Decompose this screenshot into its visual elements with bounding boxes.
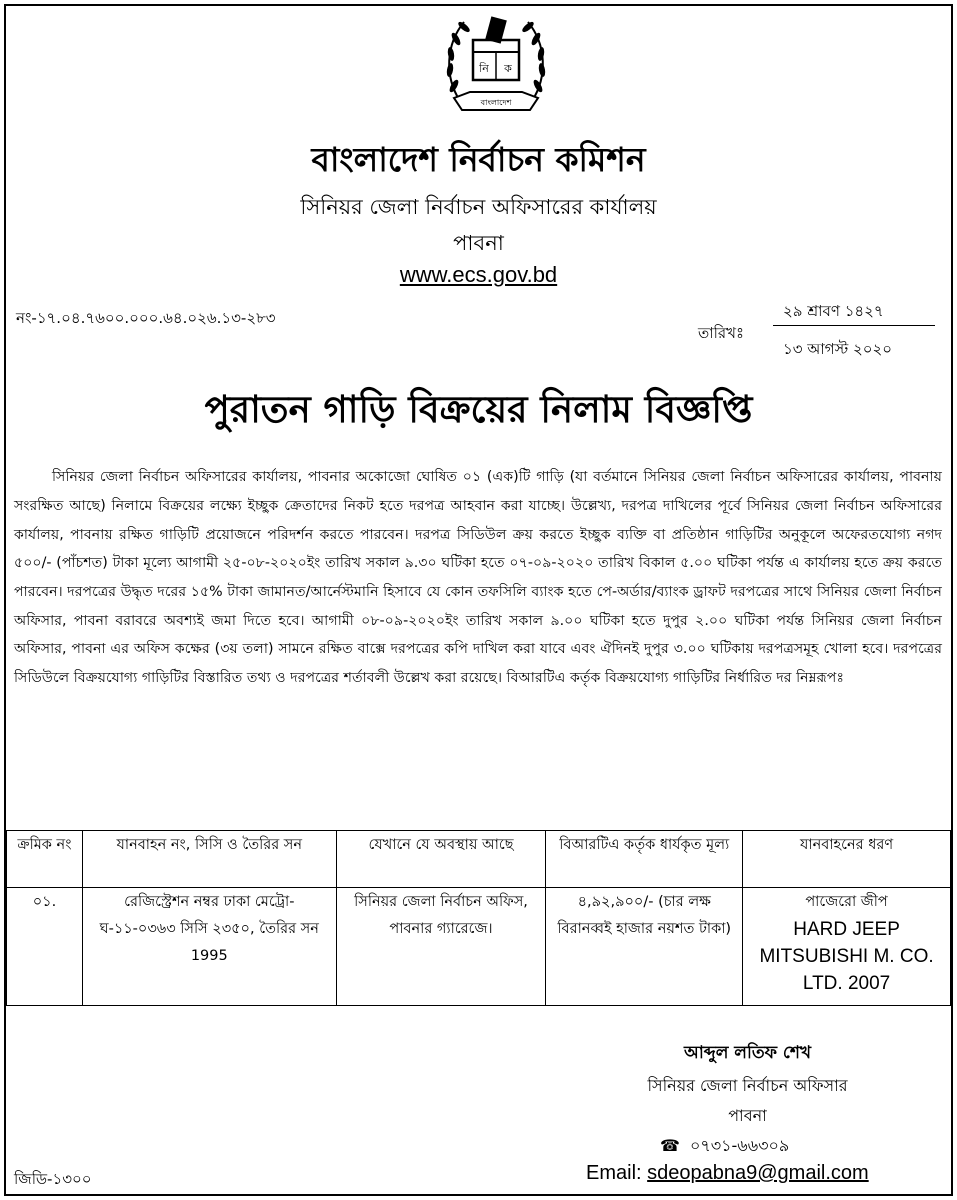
header-location: যেখানে যে অবস্থায় আছে [336,831,546,888]
svg-text:বাংলাদেশ: বাংলাদেশ [480,98,512,107]
gd-number: জিডি-১৩০০ [14,1170,92,1188]
cell-type [743,888,951,1006]
email-address[interactable]: sdeopabna9@gmail.com [647,1162,869,1184]
date-divider [773,325,935,326]
header-type: যানবাহনের ধরণ [743,831,951,888]
signatory-designation: সিনিয়র জেলা নির্বাচন অফিসার [647,1076,848,1095]
phone-row [660,1133,789,1160]
organization-title: বাংলাদেশ নির্বাচন কমিশন [311,140,646,179]
table-row [7,888,951,1006]
cell-price: ৪,৯২,৯০০/- (চার লক্ষ বিরানব্বই হাজার নয়শত টাকা) [546,888,743,1006]
cell-serial: ০১. [7,888,83,1006]
type-bangla: পাজেরো জীপ [805,894,888,910]
website-link[interactable]: www.ecs.gov.bd [399,262,558,287]
email-row [586,1162,869,1185]
email-label: Email: [586,1162,642,1184]
cell-location: সিনিয়র জেলা নির্বাচন অফিস, পাবনার গ্যারেজে। [336,888,546,1006]
date-bangla: ২৯ শ্রাবণ ১৪২৭ [783,302,884,320]
phone-number: ০৭৩১-৬৬৩০৯ [689,1136,790,1155]
election-commission-logo-icon [440,6,552,122]
signatory-place: পাবনা [728,1106,767,1125]
notice-title: পুরাতন গাড়ি বিক্রয়ের নিলাম বিজ্ঞপ্তি [204,388,753,431]
svg-text:নি: নি [479,62,489,75]
telephone-icon: ☎ [660,1136,680,1155]
notice-body: সিনিয়র জেলা নির্বাচন অফিসারের কার্যালয়, পাবনার অকোজো ঘোষিত ০১ (এক)টি গাড়ি (যা বর্তমানে সিনিয়র জেলা নির্বাচন অফিসারের কার্যালয়, পাবনায় সংরক্ষিত আছে) নিলামে বিক্রয়ের লক্ষ্যে ইচ্ছুক ক্রেতাদের নিকট হতে দরপত্র আহবান করা যাচ্ছে। উল্লেখ্য, দরপত্র দাখিলের পূর্বে সিনিয়র জেলা নির্বাচন অফিসারের কার্যালয়, পাবনায় রক্ষিত গাড়িটি প্রয়োজনে পরিদর্শন করতে পারবেন। দরপত্র সিডিউল ক্রয় করতে ইচ্ছুক ব্যক্তি বা প্রতিষ্ঠান গাড়িটির অনুকূলে অফেরতযোগ্য নগদ ৫০০/- (পাঁচশত) টাকা মূল্যে আগামী ২৫-০৮-২০২০ইং তারিখ সকাল ৯.৩০ ঘটিকা হতে ০৭-০৯-২০২০ তারিখ বিকাল ৫.০০ ঘটিকা পর্যন্ত এ কার্যালয় হতে ক্রয় করতে পারবেন। দরপত্রের উদ্ধৃত দরের ১৫% টাকা জামানত/আর্নেস্টমানি হিসাবে যে কোন তফসিলি ব্যাংক হতে পে-অর্ডার/ব্যাংক ড্রাফট দরপত্রের সাথে সিনিয়র জেলা নির্বাচন অফিসার, পাবনা বরাবরে অবশ্যই জমা দিতে হবে। আগামী ০৮-০৯-২০২০ইং তারিখ সকাল ৯.০০ ঘটিকা হতে দুপুর ২.০০ ঘটিকা পর্যন্ত সিনিয়র জেলা নির্বাচন অফিসার, পাবনা এর অফিস কক্ষের (৩য় তলা) সামনে রক্ষিত বাক্সে দরপত্রের কপি দাখিল করা যাবে এবং ঐদিনই দুপুর ৩.০০ ঘটিকায় দরপত্রসমূহ খোলা হবে। দরপত্রের সিডিউলে বিক্রয়যোগ্য গাড়িটির বিস্তারিত তথ্য ও দরপত্রের শর্তাবলী উল্লেখ করা রয়েছে। বিআরটিএ কর্তৃক বিক্রয়যোগ্য গাড়িটির নির্ধারিত দর নিম্নরূপঃ [14,469,942,687]
table-header-row [7,831,951,888]
svg-text:ক: ক [504,62,512,75]
cell-vehicle: রেজিস্ট্রেশন নম্বর ঢাকা মেট্রো-ঘ-১১-০৩৬৩ সিসি ২৩৫০, তৈরির সন 1995 [82,888,336,1006]
office-name: সিনিয়র জেলা নির্বাচন অফিসারের কার্যালয় [300,195,657,219]
signatory-name: আব্দুল লতিফ শেখ [683,1043,812,1063]
vehicle-table [6,830,951,1006]
type-english: HARD JEEP MITSUBISHI M. CO. LTD. 2007 [759,919,934,994]
header-price: বিআরটিএ কর্তৃক ধার্যকৃত মূল্য [546,831,743,888]
memo-number: নং-১৭.০৪.৭৬০০.০০০.৬৪.০২৬.১৩-২৮৩ [16,309,276,327]
date-label: তারিখঃ [698,324,744,342]
header-vehicle: যানবাহন নং, সিসি ও তৈরির সন [82,831,336,888]
date-english: ১৩ আগস্ট ২০২০ [783,340,892,358]
header-serial: ক্রমিক নং [7,831,83,888]
district-name: পাবনা [453,231,504,255]
